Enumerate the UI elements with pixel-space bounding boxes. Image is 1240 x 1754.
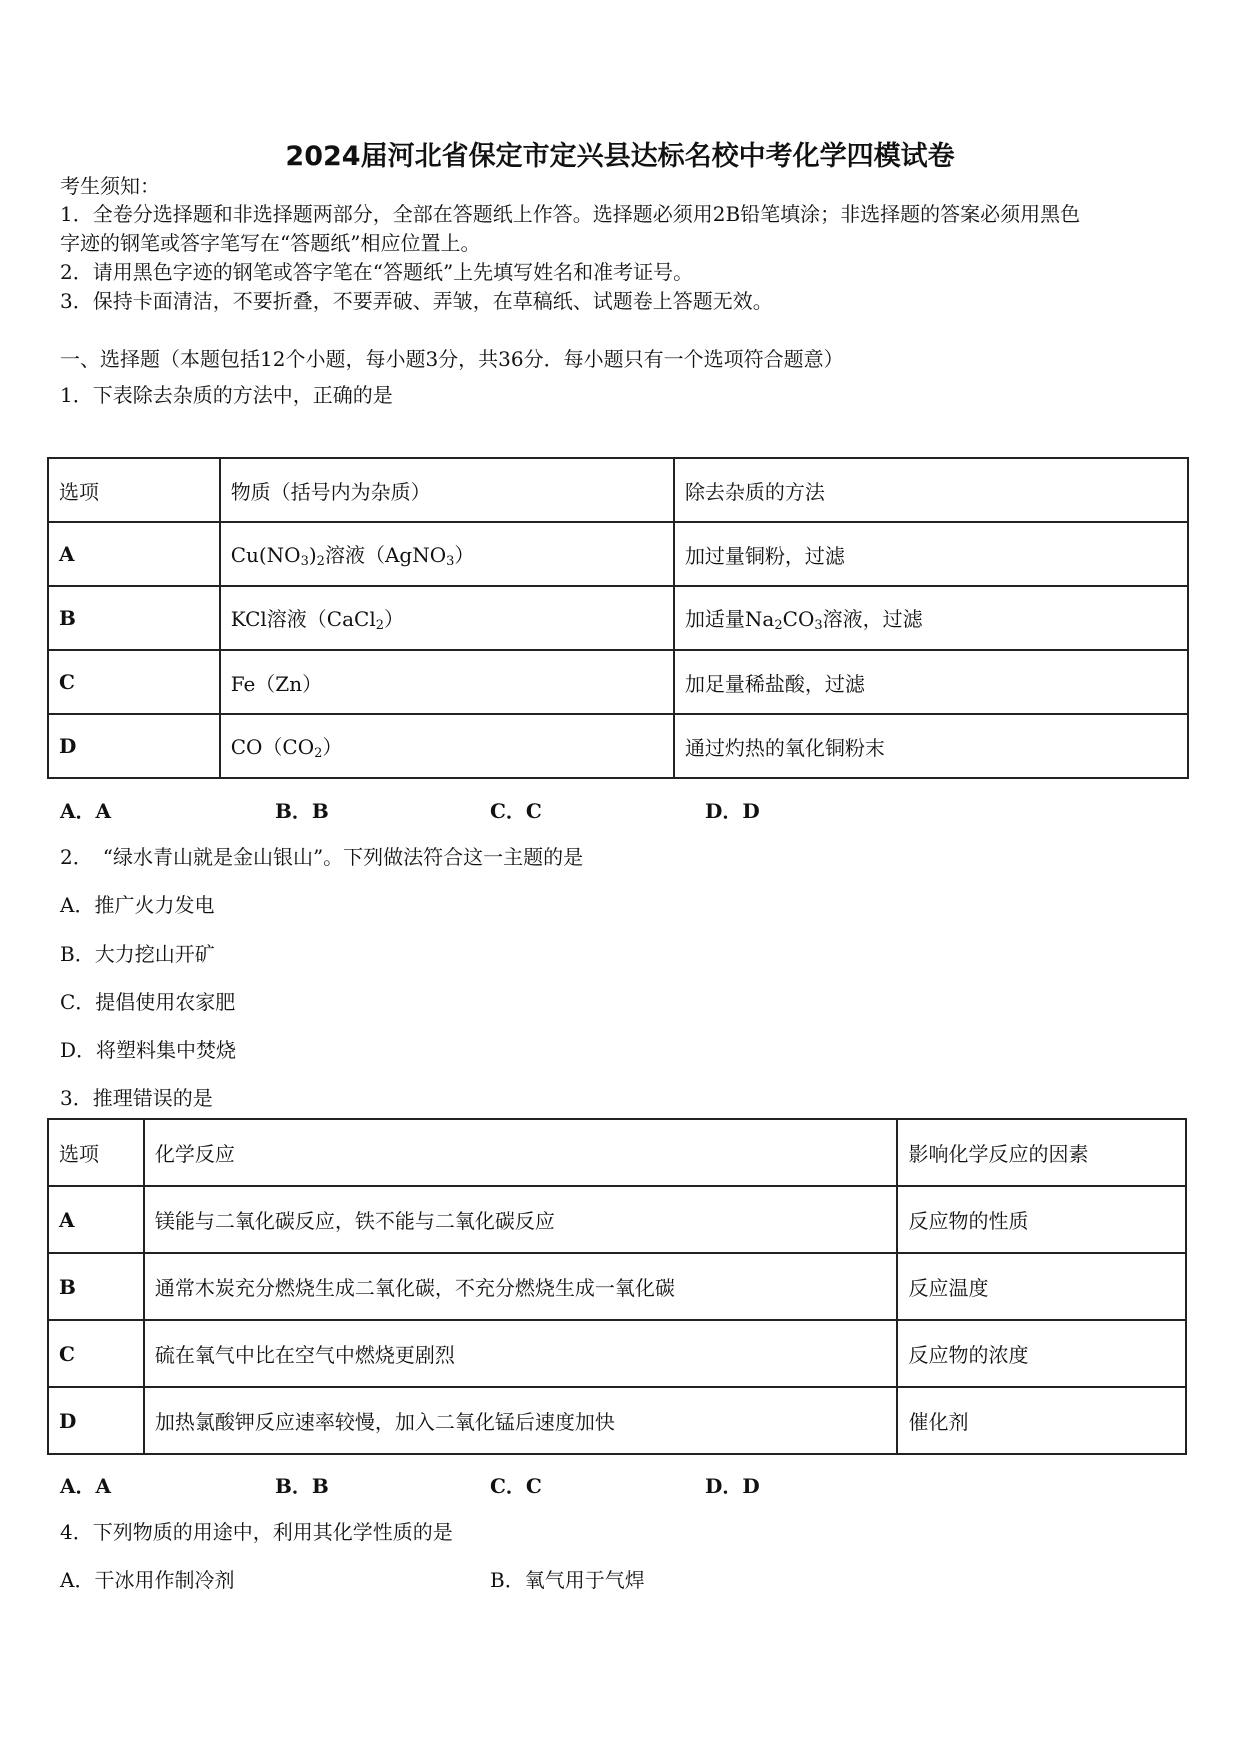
substance-cell (220, 522, 674, 586)
method-cell: 加足量稀盐酸，过滤 (674, 650, 1188, 714)
question-3-table (47, 1118, 1187, 1455)
table-row (48, 1253, 1186, 1320)
subscript: 2 (774, 618, 783, 633)
notice-line: 1．全卷分选择题和非选择题两部分，全部在答题纸上作答。选择题必须用2B铅笔填涂；非选择题的答案必须用黑色 (60, 202, 1081, 226)
option-label: D (48, 1387, 144, 1454)
notice-line: 2．请用黑色字迹的钢笔或答字笔在“答题纸”上先填写姓名和准考证号。 (60, 260, 694, 284)
formula-part: CO (782, 607, 815, 631)
substance-cell (220, 586, 674, 650)
factor-cell: 反应物的性质 (897, 1186, 1186, 1253)
question-1-table (47, 457, 1189, 779)
notice-line: 字迹的钢笔或答字笔写在“答题纸”相应位置上。 (60, 231, 481, 255)
table-row (48, 586, 1188, 650)
factor-cell: 反应物的浓度 (897, 1320, 1186, 1387)
option-label: C (48, 650, 220, 714)
reaction-cell: 通常木炭充分燃烧生成二氧化碳，不充分燃烧生成一氧化碳 (144, 1253, 898, 1320)
section-heading: 一、选择题（本题包括12个小题，每小题3分，共36分．每小题只有一个选项符合题意） (60, 347, 844, 371)
formula-part: ） (384, 607, 404, 631)
substance-cell: Fe（Zn） (220, 650, 674, 714)
subscript: 3 (814, 618, 823, 633)
table-header-row (48, 458, 1188, 522)
factor-cell: 催化剂 (897, 1387, 1186, 1454)
table-header-cell: 选项 (48, 1119, 144, 1186)
answer-option: B．B (275, 799, 329, 823)
formula-part: ） (454, 543, 475, 567)
formula-part: KCl溶液（CaCl (230, 607, 376, 631)
table-row (48, 1387, 1186, 1454)
table-row (48, 1186, 1186, 1253)
option-label: C (48, 1320, 144, 1387)
subscript: 2 (375, 618, 384, 633)
table-row (48, 1320, 1186, 1387)
answer-option: B．B (275, 1474, 329, 1498)
option-label: D (48, 714, 220, 778)
formula-part: ) (308, 543, 317, 567)
formula-part: 溶液，过滤 (822, 607, 923, 631)
option-label: B (48, 1253, 144, 1320)
table-row (48, 522, 1188, 586)
answer-option: D．D (705, 799, 760, 823)
table-row (48, 714, 1188, 778)
notice-line: 3．保持卡面清洁，不要折叠，不要弄破、弄皱，在草稿纸、试题卷上答题无效。 (60, 289, 773, 313)
table-header-row (48, 1119, 1186, 1186)
formula-part: 加适量Na (684, 607, 775, 631)
reaction-cell: 镁能与二氧化碳反应，铁不能与二氧化碳反应 (144, 1186, 898, 1253)
answer-option: A．干冰用作制冷剂 (60, 1568, 235, 1592)
answer-option: C．提倡使用农家肥 (60, 990, 236, 1014)
notice-heading: 考生须知： (60, 174, 160, 198)
answer-option: B．大力挖山开矿 (60, 942, 215, 966)
answer-option: C．C (490, 799, 542, 823)
formula-part: 溶液（AgNO (324, 543, 447, 567)
subscript: 3 (300, 554, 309, 569)
option-label: A (48, 522, 220, 586)
factor-cell: 反应温度 (897, 1253, 1186, 1320)
method-cell: 通过灼热的氧化铜粉末 (674, 714, 1188, 778)
table-header-cell: 物质（括号内为杂质） (220, 458, 674, 522)
table-row (48, 650, 1188, 714)
answer-option: A．推广火力发电 (60, 893, 215, 917)
answer-option: B．氧气用于气焊 (490, 1568, 645, 1592)
question-1-stem: 1．下表除去杂质的方法中，正确的是 (60, 383, 393, 407)
formula-part: ） (322, 735, 343, 759)
question-2-stem: 2． “绿水青山就是金山银山”。下列做法符合这一主题的是 (60, 845, 584, 869)
subscript: 2 (314, 746, 323, 761)
method-cell (674, 586, 1188, 650)
substance-cell (220, 714, 674, 778)
answer-option: D．D (705, 1474, 760, 1498)
formula-part: CO（CO (230, 735, 315, 759)
answer-option: A．A (60, 1474, 112, 1498)
table-header-cell: 影响化学反应的因素 (897, 1119, 1186, 1186)
table-header-cell: 选项 (48, 458, 220, 522)
method-cell: 加过量铜粉，过滤 (674, 522, 1188, 586)
option-label: B (48, 586, 220, 650)
table-header-cell: 化学反应 (144, 1119, 898, 1186)
table-header-cell: 除去杂质的方法 (674, 458, 1188, 522)
answer-option: C．C (490, 1474, 542, 1498)
question-3-stem: 3．推理错误的是 (60, 1086, 213, 1110)
question-4-stem: 4．下列物质的用途中，利用其化学性质的是 (60, 1520, 453, 1544)
subscript: 2 (316, 554, 325, 569)
page-title: 2024届河北省保定市定兴县达标名校中考化学四模试卷 (285, 141, 955, 172)
subscript: 3 (446, 554, 455, 569)
answer-option: D．将塑料集中焚烧 (60, 1038, 237, 1062)
formula-part: Cu(NO (230, 543, 301, 567)
option-label: A (48, 1186, 144, 1253)
answer-option: A．A (60, 799, 112, 823)
reaction-cell: 硫在氧气中比在空气中燃烧更剧烈 (144, 1320, 898, 1387)
reaction-cell: 加热氯酸钾反应速率较慢，加入二氧化锰后速度加快 (144, 1387, 898, 1454)
